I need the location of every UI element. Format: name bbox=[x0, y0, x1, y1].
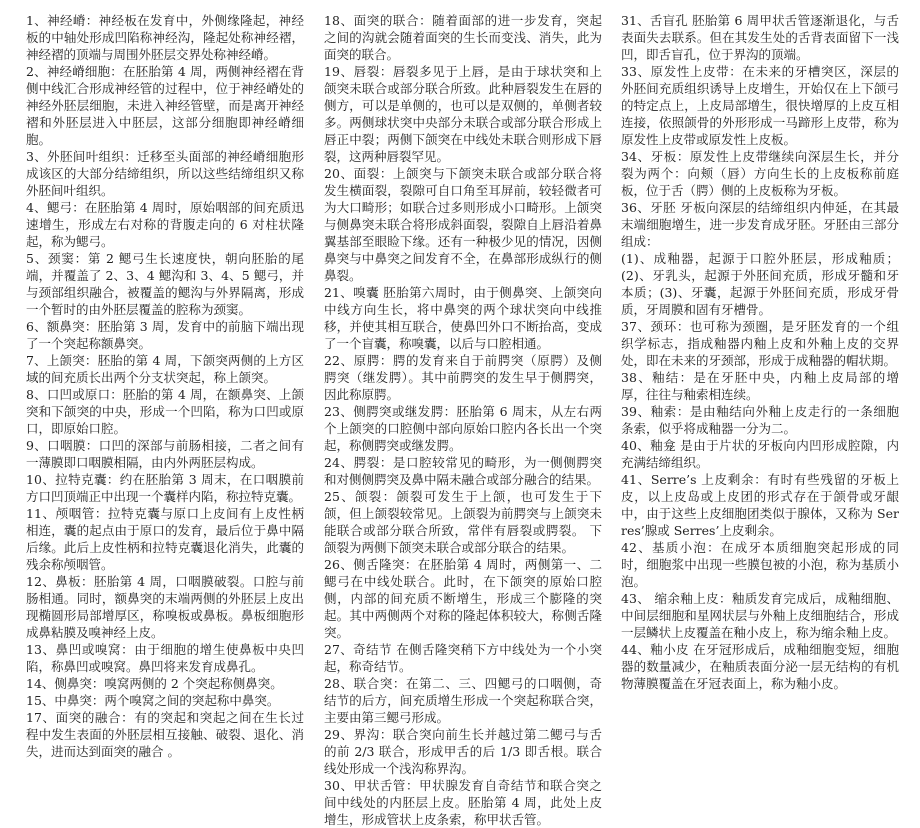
term-definition: 31、舌盲孔 胚胎第 6 周甲状舌管逐渐退化，与舌表面失去联系。但在其发生处的舌背表面留下一浅凹，即舌盲孔，位于界沟的顶端。 bbox=[621, 13, 899, 62]
term-definition: 20、面裂：上颌突与下颌突未联合或部分联合将发生横面裂，裂隙可自口角至耳屏前，较轻微者可为大口畸形；如联合过多则形成小口畸形。上颌突与侧鼻突未联合将形成斜面裂，裂隙自上唇沿着鼻翼基部至眼睑下缘。还有一种极少见的情况，因侧鼻突与中鼻突之间发育不全，在鼻部形成纵行的侧鼻裂。 bbox=[324, 166, 602, 283]
term-definition: 18、面突的联合：随着面部的进一步发育，突起之间的沟就会随着面突的生长而变浅、消失，此为面突的联合。 bbox=[324, 13, 602, 62]
term-definition: 36、牙胚 牙板向深层的结缔组织内伸延，在其最末端细胞增生，进一步发育成牙胚。牙胚由三部分组成： bbox=[621, 200, 899, 249]
column-1 bbox=[26, 12, 304, 760]
term-definition: 38、釉结：是在牙胚中央，内釉上皮局部的增厚，往往与釉索相连续。 bbox=[621, 370, 899, 402]
term-definition: 23、侧腭突或继发腭：胚胎第 6 周末，从左右两个上颌突的口腔侧中部向原始口腔内各长出一个突起，称侧腭突或继发腭。 bbox=[324, 404, 602, 453]
term-definition: 42、基质小泡：在成牙本质细胞突起形成的同时，细胞浆中出现一些膜包被的小泡，称为基质小泡。 bbox=[621, 540, 899, 589]
term-definition: 8、口凹或原口：胚胎的第 4 周，在额鼻突、上颌突和下颌突的中央，形成一个凹陷，称为口凹或原口，即原始口腔。 bbox=[26, 387, 304, 436]
term-definition: 34、牙板：原发性上皮带继续向深层生长，并分裂为两个：向颊（唇）方向生长的上皮板称前庭板，位于舌（腭）侧的上皮板称为牙板。 bbox=[621, 149, 899, 198]
term-definition: 19、唇裂：唇裂多见于上唇，是由于球状突和上颌突未联合或部分联合所致。此种唇裂发生在唇的侧方，可以是单侧的，也可以是双侧的，单侧者较多。两侧球状突中央部分未联合或部分联合形成上唇正中裂；两侧下颌突在中线处未联合则形成下唇裂，这两种唇裂罕见。 bbox=[324, 64, 602, 164]
term-definition: 40、釉龛 是由于片状的牙板向内凹形成腔隙，内充满结缔组织。 bbox=[621, 438, 899, 470]
term-definition: 41、Serre’s 上皮剩余：有时有些残留的牙板上皮，以上皮岛或上皮团的形式存在于颌骨或牙龈中，由于这些上皮细胞团类似于腺体，又称为 Serres’腺或 Serres’上皮剩余。 bbox=[621, 472, 899, 538]
term-definition: 12、鼻板：胚胎第 4 周，口咽膜破裂。口腔与前肠相通。同时，额鼻突的末端两侧的外胚层上皮出现椭圆形局部增厚区，称嗅板或鼻板。鼻板细胞形成鼻粘膜及嗅神经上皮。 bbox=[26, 574, 304, 640]
term-definition: 3、外胚间叶组织：迁移至头面部的神经嵴细胞形成该区的大部分结缔组织，所以这些结缔组织又称外胚间叶组织。 bbox=[26, 149, 304, 198]
term-definition: 26、侧舌隆突：在胚胎第 4 周时，两侧第一、二鳃弓在中线处联合。此时，在下颌突的原始口腔侧，内部的间充质不断增生，形成三个膨隆的突起。其中两侧两个对称的隆起体积较大，称侧舌隆突。 bbox=[324, 557, 602, 640]
term-definition: 21、嗅囊 胚胎第六周时，由于侧鼻突、上颌突向中线方向生长，将中鼻突的两个球状突向中线推移，并使其相互联合，使鼻凹外口不断抬高，变成了一个盲囊，称嗅囊，以后与口腔相通。 bbox=[324, 285, 602, 351]
term-definition: 24、腭裂：是口腔较常见的畸形，为一侧侧腭突和对侧侧腭突及鼻中隔未融合或部分融合的结果。 bbox=[324, 455, 602, 487]
term-definition: 13、鼻凹或嗅窝：由于细胞的增生使鼻板中央凹陷，称鼻凹或嗅窝。鼻凹将来发育成鼻孔。 bbox=[26, 642, 304, 674]
term-definition: 33、原发性上皮带：在未来的牙槽突区，深层的外胚间充质组织诱导上皮增生，开始仅在上下颌弓的特定点上，上皮局部增生，很快增厚的上皮互相连接，依照颌骨的外形形成一马蹄形上皮带，称为原发性上皮带或原发性上皮板。 bbox=[621, 64, 899, 147]
term-definition: 6、额鼻突：胚胎第 3 周，发育中的前脑下端出现了一个突起称额鼻突。 bbox=[26, 319, 304, 351]
term-definition: 27、奇结节 在侧舌隆突稍下方中线处为一个小突起，称奇结节。 bbox=[324, 642, 602, 674]
term-definition: 25、颌裂：颌裂可发生于上颌，也可发生于下颌，但上颌裂较常见。上颌裂为前腭突与上颌突未能联合或部分联合所致，常伴有唇裂或腭裂。 下颌裂为两侧下颌突未联合或部分联合的结果。 bbox=[324, 489, 602, 555]
term-definition: 2、神经嵴细胞：在胚胎第 4 周，两侧神经褶在背侧中线汇合形成神经管的过程中，位于神经嵴处的神经外胚层细胞，未进入神经管壁，而是离开神经褶和外胚层进入中胚层，这部分细胞即神经嵴细胞。 bbox=[26, 64, 304, 147]
term-definition: 15、中鼻突：两个嗅窝之间的突起称中鼻突。 bbox=[26, 693, 280, 708]
term-definition: 22、原腭：腭的发育来自于前腭突（原腭）及侧腭突（继发腭）。其中前腭突的发生早于侧腭突，因此称原腭。 bbox=[324, 353, 602, 402]
term-definition: 44、釉小皮 在牙冠形成后，成釉细胞变短，细胞器的数量减少，在釉质表面分泌一层无结构的有机物薄膜覆盖在牙冠表面上，称为釉小皮。 bbox=[621, 642, 899, 691]
term-definition: 29、界沟：联合突向前生长并越过第二鳃弓与舌的前 2/3 联合，形成甲舌的后 1/3 即舌根。联合线处形成一个浅沟称界沟。 bbox=[324, 727, 602, 776]
term-definition: 28、联合突：在第二、三、四鳃弓的口咽侧，奇结节的后方，间充质增生形成一个突起称联合突，主要由第三鳃弓形成。 bbox=[324, 676, 602, 725]
term-definition: 5、颈窦：第 2 鳃弓生长速度快，朝向胚胎的尾端，并覆盖了 2、3、4 鳃沟和 3、4、5 鳃弓，并与颈部组织融合，被覆盖的鳃沟与外界隔离，形成一个暂时的由外胚层覆盖的腔称为颈窦。 bbox=[26, 251, 304, 317]
term-definition: 11、颅咽管：拉特克囊与原口上皮间有上皮性柄相连，囊的起点由于原口的发育，最后位于鼻中隔后缘。此后上皮性柄和拉特克囊退化消失，此囊的残余称颅咽管。 bbox=[26, 506, 304, 572]
term-definition: 17、面突的融合：有的突起和突起之间在生长过程中发生表面的外胚层相互接触、破裂、退化、消失，进而达到面突的融合 。 bbox=[26, 710, 304, 759]
term-definition: (1)、成釉器，起源于口腔外胚层，形成釉质；(2)、牙乳头，起源于外胚间充质，形成牙髓和牙本质；(3)、牙囊，起源于外胚间充质，形成牙骨质，牙周膜和固有牙槽骨。 bbox=[621, 251, 899, 317]
term-definition: 7、上颌突：胚胎的第 4 周，下颌突两侧的上方区域的间充质长出两个分支状突起，称上颌突。 bbox=[26, 353, 304, 385]
column-3 bbox=[621, 12, 899, 692]
term-definition: 1、神经嵴：神经板在发育中，外侧缘隆起，神经板的中轴处形成凹陷称神经沟，隆起处称神经褶，神经褶的顶端与周围外胚层交界处称神经嵴。 bbox=[26, 13, 304, 62]
term-definition: 37、颈环：也可称为颈圈，是牙胚发育的一个组织学标志，指成釉器内釉上皮和外釉上皮的交界处，即在未来的牙颈部，形成于成釉器的帽状期。 bbox=[621, 319, 899, 368]
term-definition: 14、侧鼻突：嗅窝两侧的 2 个突起称侧鼻突。 bbox=[26, 676, 283, 691]
column-2 bbox=[324, 12, 602, 828]
term-definition: 9、口咽膜：口凹的深部与前肠相接，二者之间有一薄膜即口咽膜相隔，由内外两胚层构成。 bbox=[26, 438, 304, 470]
term-definition: 43、 缩余釉上皮：釉质发育完成后，成釉细胞、中间层细胞和星网状层与外釉上皮细胞结合，形成一层鳞状上皮覆盖在釉小皮上，称为缩余釉上皮。 bbox=[621, 591, 899, 640]
term-definition: 10、拉特克囊：约在胚胎第 3 周末，在口咽膜前方口凹顶端正中出现一个囊样内陷，称拉特克囊。 bbox=[26, 472, 304, 504]
term-definition: 30、甲状舌管：甲状腺发育自奇结节和联合突之间中线处的内胚层上皮。胚胎第 4 周，此处上皮增生，形成管状上皮条索，称甲状舌管。 bbox=[324, 778, 602, 827]
term-definition: 39、釉索：是由釉结向外釉上皮走行的一条细胞条索，似乎将成釉器一分为二。 bbox=[621, 404, 899, 436]
term-definition: 4、鳃弓：在胚胎第 4 周时，原始咽部的间充质迅速增生，形成左右对称的背腹走向的 6 对柱状隆起，称为鳃弓。 bbox=[26, 200, 304, 249]
